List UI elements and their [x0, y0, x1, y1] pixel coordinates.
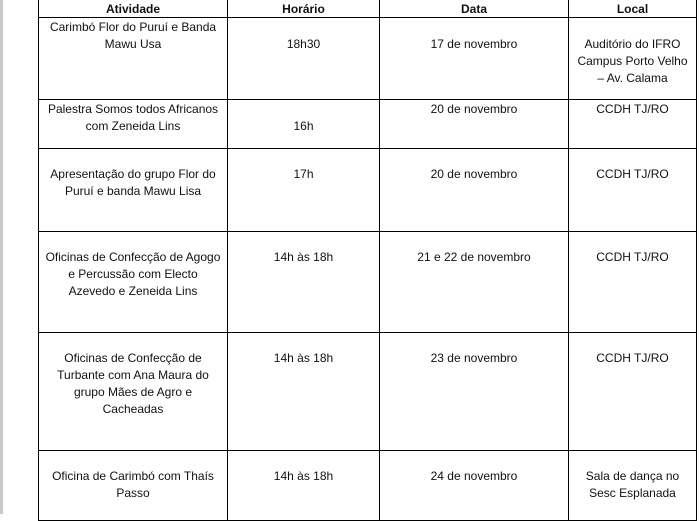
- cell-atividade: Carimbó Flor do Puruí e Banda Mawu Usa: [39, 18, 228, 100]
- cell-local: CCDH TJ/RO: [569, 232, 697, 333]
- table-row: [39, 333, 697, 451]
- cell-data: 24 de novembro: [380, 451, 569, 521]
- header-data: Data: [380, 0, 569, 18]
- cell-local: CCDH TJ/RO: [569, 333, 697, 451]
- header-atividade: Atividade: [39, 0, 228, 18]
- cell-horario: 14h às 18h: [228, 333, 380, 451]
- table-row: [39, 100, 697, 149]
- cell-data: 20 de novembro: [380, 100, 569, 149]
- cell-horario: 16h: [228, 100, 380, 149]
- cell-data: 20 de novembro: [380, 149, 569, 232]
- cell-local: Sala de dança no Sesc Esplanada: [569, 451, 697, 521]
- cell-atividade: Palestra Somos todos Africanos com Zeneida Lins: [39, 100, 228, 149]
- cell-local: Auditório do IFRO Campus Porto Velho – Av. Calama: [569, 18, 697, 100]
- cell-local: CCDH TJ/RO: [569, 149, 697, 232]
- table-row: [39, 18, 697, 100]
- table-header-row: [39, 0, 697, 18]
- table-row: [39, 451, 697, 521]
- cell-atividade: Oficinas de Confecção de Agogo e Percussão com Electo Azevedo e Zeneida Lins: [39, 232, 228, 333]
- table-row: [39, 149, 697, 232]
- table-row: [39, 232, 697, 333]
- cell-data: 21 e 22 de novembro: [380, 232, 569, 333]
- schedule-table: [38, 0, 697, 521]
- cell-atividade: Oficina de Carimbó com Thaís Passo: [39, 451, 228, 521]
- document-left-edge: [0, 0, 3, 514]
- cell-atividade: Oficinas de Confecção de Turbante com Ana Maura do grupo Mães de Agro e Cacheadas: [39, 333, 228, 451]
- cell-local: CCDH TJ/RO: [569, 100, 697, 149]
- cell-horario: 17h: [228, 149, 380, 232]
- cell-data: 23 de novembro: [380, 333, 569, 451]
- cell-horario: 18h30: [228, 18, 380, 100]
- cell-data: 17 de novembro: [380, 18, 569, 100]
- cell-atividade: Apresentação do grupo Flor do Puruí e banda Mawu Lisa: [39, 149, 228, 232]
- cell-horario: 14h às 18h: [228, 232, 380, 333]
- header-local: Local: [569, 0, 697, 18]
- header-horario: Horário: [228, 0, 380, 18]
- cell-horario: 14h às 18h: [228, 451, 380, 521]
